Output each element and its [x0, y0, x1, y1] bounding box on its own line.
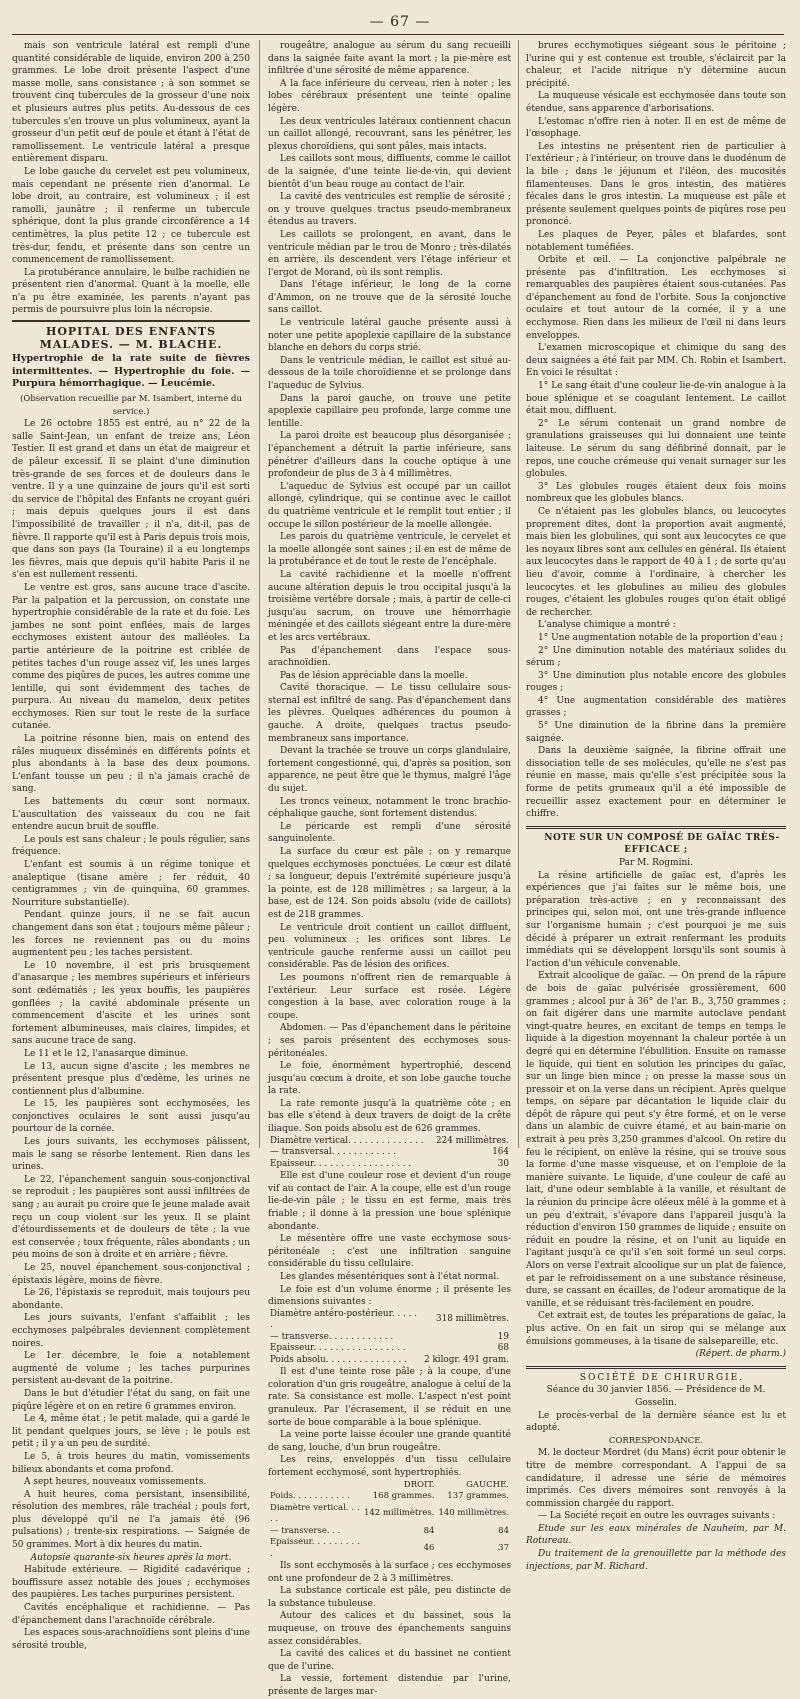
- table-cell: — transversal. . . . . . . . . . . .: [270, 1147, 397, 1158]
- paragraph: Dans le but d'étudier l'état du sang, on fait une piqûre légère et on en retire 6 grammes environ.: [12, 1388, 250, 1412]
- paragraph: La surface du cœur est pâle ; on y remarque quelques ecchymoses ponctuées. Le cœur est dilaté ; sa longueur, depuis l'extrémité supérieure jusqu'à la pointe, est de 128 millimètres ; sa largeur, à la base, est de 124. Son poids absolu (vide de caillots) est de 218 grammes.: [268, 847, 511, 920]
- header-rule: [12, 34, 784, 35]
- table-cell: — transverse. . .: [270, 1525, 341, 1536]
- liver-measurements-table: [268, 1309, 511, 1367]
- paragraph: Il est d'une teinte rose pâle ; à la coupe, d'une coloration d'un gris rougeâtre, analogue à celui de la rate. Sa consistance est molle. L'aspect n'est point granuleux. Par l'écrasement, il se réduit en une sorte de boue comparable à la boue splénique.: [268, 1367, 511, 1428]
- paragraph: Le pouls est sans chaleur ; le pouls régulier, sans fréquence.: [12, 834, 250, 858]
- paragraph: Dans le ventricule médian, le caillot est situé au-dessous de la toile choroïdienne et se prolonge dans l'aqueduc de Sylvius.: [268, 355, 511, 392]
- article-subtitle: Hypertrophie de la rate suite de fièvres intermittentes. — Hypertrophie du foie. — Purpura hémorrhagique. — Leucémie.: [12, 353, 250, 390]
- column-1: [12, 40, 251, 1651]
- table-cell: 140 millimètres.: [438, 1508, 509, 1519]
- paragraph: Les intestins ne présentent rien de particulier à l'extérieur ; à l'intérieur, on trouve dans le duodénum de la bile ; dans le jéjunum et l'iléon, des mucosités filamenteuses. Dans le gros intestin, des matières fécales dans le gros intestin. La muqueuse est pâle et présente seulement quelques points de piqûres rose peu prononcé.: [526, 141, 786, 228]
- paragraph: A sept heures, nouveaux vomissements.: [24, 1477, 207, 1488]
- table-cell: Diamètre antéro-postérieur. . . . . .: [270, 1308, 418, 1331]
- paragraph: Les jours suivants, l'enfant s'affaiblit ; les ecchymoses palpébrales deviennent complètement noires.: [12, 1313, 250, 1349]
- paragraph: La veine porte laisse écouler une grande quantité de sang, louche, d'un brun rougeâtre.: [268, 1430, 511, 1453]
- table-cell: Poids absolu. . . . . . . . . . . . . . .: [270, 1354, 407, 1365]
- note-title: NOTE SUR UN COMPOSÉ DE GAÏAC TRÈS-EFFICACE ;: [544, 832, 780, 856]
- section-divider: [526, 826, 786, 829]
- paragraph: Le procès-verbal de la dernière séance est lu et adopté.: [526, 1410, 786, 1434]
- paragraph: L'examen microscopique et chimique du sang des deux saignées a été fait par MM. Ch. Robin et Isambert. En voici le résultat :: [526, 343, 786, 379]
- paragraph: Abdomen. — Pas d'épanchement dans le péritoine ; ses parois présentent des ecchymoses sous-péritonéales.: [268, 1023, 511, 1059]
- list-item: 1° Une augmentation notable de la proportion d'eau ;: [538, 632, 784, 643]
- paragraph: Les troncs veineux, notamment le tronc brachio-céphalique gauche, sont fortement distendus.: [268, 796, 511, 820]
- autopsy-title: Autopsie quarante-six heures après la mort.: [30, 1552, 232, 1563]
- paragraph: La paroi droite est beaucoup plus désorganisée ; l'épanchement a détruit la partie inférieure, sans pénétrer d'ailleurs dans la couche optique à une profondeur de plus de 3 à 4 millimètres.: [268, 431, 511, 480]
- society-session: Séance du 30 janvier 1856. — Présidence de M. Gosselin.: [546, 1385, 766, 1408]
- paragraph: Le péricarde est rempli d'une sérosité sanguinolente.: [268, 821, 511, 845]
- paragraph: 1° Le sang était d'une couleur lie-de-vin analogue à la boue splénique et se coagulant lentement. Le caillot était mou, diffluent.: [526, 381, 786, 417]
- table-cell: 19: [497, 1331, 509, 1342]
- table-row: [268, 1136, 511, 1148]
- paragraph: Ils sont ecchymosés à la surface ; ces ecchymoses ont une profondeur de 2 à 3 millimètres.: [268, 1561, 511, 1584]
- table-cell: 318 millimètres.: [436, 1314, 509, 1325]
- paragraph: Les caillots sont mous, diffluents, comme le caillot de la saignée, d'une teinte lie-de-vin, qui devient bientôt d'un beau rouge au contact de l'air.: [268, 154, 511, 190]
- table-cell: Diamètre vertical. . . . .: [270, 1502, 360, 1525]
- paragraph: Du traitement de la grenouillette par la méthode des injections, par M. Richard.: [526, 1549, 786, 1572]
- source-citation: (Répert. de pharm.): [695, 1349, 786, 1360]
- paragraph: Les jours suivants, les ecchymoses pâlissent, mais le sang se résorbe lentement. Rien dans les urines.: [12, 1137, 250, 1173]
- table-row: [268, 1159, 511, 1171]
- table-header-cell: DROIT.: [403, 1479, 435, 1490]
- paragraph: Le 5, à trois heures du matin, vomissements bilieux abondants et coma profond.: [12, 1451, 250, 1475]
- table-row: [268, 1147, 511, 1159]
- paragraph: Le ventre est gros, sans aucune trace d'ascite. Par la palpation et la percussion, on constate une hypertrophie considérable de la rate et du foie. Les jambes ne sont point enflées, mais de larges ecchymoses existent autour des malléoles. La partie antérieure de la poitrine est criblée de petites taches d'un rouge assez vif, les unes larges comme des piqûres de puces, les autres comme une lentille, qui sont évidemment des taches de purpura. Au niveau du mamelon, deux petites ecchymoses. Rien sur tout le reste de la surface cutanée.: [12, 582, 251, 732]
- column-2: [268, 40, 511, 1697]
- paragraph: Le foie, énormément hypertrophié, descend jusqu'au cœcum à droite, et son lobe gauche touche la rate.: [268, 1061, 511, 1097]
- correspondence-title: CORRESPONDANCE.: [608, 1435, 704, 1446]
- paragraph: La protubérance annulaire, le bulbe rachidien ne présentent rien d'anormal. Quant à la moelle, elle n'a pu être examinée, les parents n'ayant pas permis de poursuivre plus loin la nécropsie.: [12, 267, 250, 316]
- paragraph: Dans la paroi gauche, on trouve une petite apoplexie capillaire peu profonde, large comme une lentille.: [268, 393, 511, 429]
- table-row: [268, 1332, 511, 1344]
- paragraph: La vessie, fortement distendue par l'urine, présente de larges mar-: [268, 1674, 511, 1697]
- paragraph: 3° Les globules rouges étaient deux fois moins nombreux que les globules blancs.: [526, 481, 786, 505]
- paragraph: Le lobe gauche du cervelet est peu volumineux, mais cependant ne présente rien d'anormal. Le lobe droit, au contraire, est volumineux ; il est ramolli, jaunâtre ; il renferme un tubercule sphérique, dont la plus grande circonférence a 14 centimètres, la plus petite 12 ; ce tubercule est très-dur, fendu, et présente dans son centre un commencement de ramollissement.: [12, 166, 250, 266]
- table-row: [268, 1537, 511, 1560]
- section-divider: [526, 1366, 786, 1369]
- paragraph: La cavité des ventricules est remplie de sérosité ; on y trouve quelques tractus pseudo-membraneux étendus au travers.: [268, 192, 511, 228]
- table-row: [268, 1491, 511, 1503]
- paragraph: Le foie est d'un volume énorme ; il présente les dimensions suivantes :: [268, 1284, 511, 1308]
- paragraph: Cavité thoracique. — Le tissu cellulaire sous-sternal est infiltré de sang. Pas d'épanchement dans les plèvres. Quelques adhérences du poumon à gauche. A droite, quelques tractus pseudo-membraneux sans importance.: [268, 683, 511, 744]
- paragraph: Les glandes mésentériques sont à l'état normal.: [280, 1271, 500, 1282]
- table-cell: 164: [492, 1147, 509, 1158]
- paragraph: Le 4, même état ; le petit malade, qui a gardé le lit pendant quelques jours, se lève ; le pouls est petit ; il y a un peu de surdité.: [12, 1414, 250, 1450]
- paragraph: Cavités encéphalique et rachidienne. — Pas d'épanchement dans l'arachnoïde cérébrale.: [12, 1603, 250, 1626]
- paragraph: Le 26, l'épistaxis se reproduit, mais toujours peu abondante.: [12, 1288, 250, 1311]
- paragraph: Les poumons n'offrent rien de remarquable à l'extérieur. Leur surface est rosée. Légère congestion à la base, avec coloration rouge à la coupe.: [268, 972, 511, 1021]
- paragraph: Les parois du quatrième ventricule, le cervelet et la moelle allongée sont saines ; il en est de même de la protubérance et de tout le reste de l'encéphale.: [268, 532, 511, 568]
- table-cell: Epaisseur. . . . . . . . . . . . . . . . . .: [270, 1158, 412, 1169]
- table-cell: 84: [423, 1525, 435, 1536]
- table-header-cell: [268, 1480, 362, 1492]
- column-3: [526, 40, 786, 1572]
- paragraph: Les caillots se prolongent, en avant, dans le ventricule médian par le trou de Monro ; très-dilatés en arrière, ils descendent vers l'étage inférieur et l'ergot de Morand, où ils sont remplis.: [268, 229, 511, 278]
- paragraph: Le 22, l'épanchement sanguin sous-conjonctival se reproduit ; les paupières sont aussi infiltrées de sang ; au aurait pu croire que le jeune malade avait reçu un coup violent sur les yeux. Il se plaint d'étourdissements et de douleurs de tête ; la vue est conservée ; toux fréquente, râles abondants ; un peu moins de son à droite et en arrière ; fièvre.: [12, 1174, 250, 1261]
- paragraph: La résine artificielle de gaïac est, d'après les expériences que j'ai faites sur le même bois, une préparation très-active ; en y reconnaissant des principes qui, selon moi, ont une très-grande influence sur l'organisme humain ; c'est pourquoi je me suis décidé à préparer un extrait renfermant les produits immédiats qui se développent lorsqu'ils sont soumis à l'action d'un véhicule convenable.: [526, 870, 786, 969]
- table-cell: 168 grammes.: [372, 1491, 435, 1502]
- list-item: 2° Une diminution notable des matériaux solides du sérum ;: [526, 645, 786, 669]
- column-separator: [518, 40, 519, 1148]
- paragraph: Pas d'épanchement dans l'espace sous-arachnoïdien.: [268, 645, 511, 669]
- kidney-measurements-table: [268, 1480, 511, 1561]
- table-cell: 224 millimètres.: [436, 1135, 509, 1146]
- section-heading: HOPITAL DES ENFANTS MALADES. — M. BLACHE.: [12, 320, 250, 351]
- paragraph: Le 11 et le 12, l'anasarque diminue.: [24, 1048, 189, 1059]
- paragraph: Le ventricule latéral gauche présente aussi à noter une petite apoplexie capillaire de la substance blanche en dehors du corps strié.: [268, 318, 511, 354]
- table-row: [268, 1355, 511, 1367]
- paragraph: La poitrine résonne bien, mais on entend des râles muqueux disséminés en différents points et plus abondants à la base des deux poumons. L'enfant tousse un peu ; il n'a jamais craché de sang.: [12, 734, 250, 795]
- table-cell: — transverse. . . . . . . . . . . .: [270, 1331, 394, 1342]
- paragraph: Le 1er décembre, le foie a notablement augmenté de volume ; les taches purpurines persistent au-devant de la poitrine.: [12, 1351, 250, 1387]
- paragraph: Le mésentère offre une vaste ecchymose sous-péritonéale ; c'est une infiltration sanguine considérable du tissu cellulaire.: [268, 1234, 511, 1270]
- paragraph: Orbite et œil. — La conjonctive palpébrale ne présente pas d'infiltration. Les ecchymoses si remarquables des paupières étaient sous-cutanées. Pas d'épanchement au fond de l'orbite. Sous la conjonctive oculaire et tout autour de la cornée, il y a une ecchymose. Rien dans les milieux de l'œil ni dans leurs enveloppes.: [526, 255, 786, 341]
- paragraph: Le 15, les paupières sont ecchymosées, les conjonctives oculaires le sont aussi jusqu'au pourtour de la cornée.: [12, 1099, 250, 1135]
- paragraph: La cavité rachidienne et la moelle n'offrent aucune altération depuis le trou occipital jusqu'à la troisième vertèbre dorsale ; mais, à partir de celle-ci jusqu'au sacrum, on trouve une hémorrhagie méningée et des caillots siégeant entre la dure-mère et les arcs vertébraux.: [268, 569, 511, 643]
- list-item: 3° Une diminution plus notable encore des globules rouges ;: [526, 670, 786, 694]
- list-item: 4° Une augmentation considérable des matières grasses ;: [526, 695, 786, 719]
- paragraph: Ce n'étaient pas les globules blancs, ou leucocytes proprement dites, dont la proportion avait augmenté, mais bien les globulines, qui sont aux leucocytes ce que les noyaux libres sont aux cellules en général. Ils étaient aux leucocytes dans le rapport de 40 à 1 ; de sorte qu'au lieu d'avoir, comme à l'ordinaire, à chercher les leucocytes et les globulines au milieu des globules rouges, c'étaient les globules rouges qu'on était obligé de rechercher.: [526, 506, 786, 618]
- paragraph: Le 13, aucun signe d'ascite ; les membres ne présentent presque plus d'œdème, les urines ne contiennent plus d'albumine.: [12, 1061, 250, 1097]
- table-cell: Diamètre vertical. . . . . . . . . . . . . .: [270, 1135, 424, 1146]
- list-item: 5° Une diminution de la fibrine dans la première saignée.: [526, 721, 786, 744]
- table-cell: 142 millimètres.: [363, 1508, 435, 1519]
- paragraph: Le 25, nouvel épanchement sous-conjonctival ; épistaxis légère, moins de fièvre.: [12, 1263, 250, 1286]
- table-cell: 37: [498, 1542, 509, 1553]
- paragraph: L'estomac n'offre rien à noter. Il en est de même de l'œsophage.: [526, 116, 786, 140]
- paragraph: Les deux ventricules latéraux contiennent chacun un caillot allongé, recouvrant, sans les pénétrer, les plexus choroïdiens, qui sont pâles, mais intacts.: [268, 116, 511, 152]
- paragraph: Les battements du cœur sont normaux. L'auscultation des vaisseaux du cou ne fait entendre aucun bruit de souffle.: [12, 797, 250, 833]
- observer-credit: (Observation recueillie par M. Isambert, interne du service.): [20, 394, 242, 417]
- spleen-measurements-table: [268, 1136, 511, 1171]
- paragraph: La substance corticale est pâle, peu distincte de la substance tubuleuse.: [268, 1586, 511, 1609]
- paragraph: Dans l'étage inférieur, le long de la corne d'Ammon, on ne trouve que de la sérosité louche sans caillot.: [268, 280, 511, 316]
- table-cell: 2 kilogr. 491 gram.: [424, 1354, 509, 1365]
- table-row: [268, 1309, 511, 1332]
- paragraph: Le 10 novembre, il est pris brusquement d'anasarque ; les membres supérieurs et inférieurs sont œdématiés ; les yeux bouffis, les paupières gonflées ; la cavité abdominale présente un commencement d'ascite et les urines sont fortement albumineuses, mais claires, limpides, et sans aucune trace de sang.: [12, 960, 250, 1047]
- paragraph: mais son ventricule latéral est rempli d'une quantité considérable de liquide, environ 200 à 250 grammes. Le lobe droit présente l'aspect d'une masse molle, sans consistance ; à son sommet se trouvent cinq tubercules de la grosseur d'une noix et plusieurs autres plus petits. Au-dessous de ces tubercules s'en trouve un plus volumineux, ayant la grosseur d'un petit œuf de poule et étant à l'état de ramollissement. Le ventricule latéral a presque entièrement disparu.: [12, 41, 250, 165]
- paragraph: Les reins, enveloppés d'un tissu cellulaire fortement ecchymosé, sont hypertrophiés.: [268, 1455, 511, 1478]
- paragraph: L'enfant est soumis à un régime tonique et analeptique (tisane amère ; fer réduit, 40 centigrammes ; vin de quinquina, 60 grammes. Nourriture substantielle).: [12, 860, 250, 908]
- paragraph: A la face inférieure du cerveau, rien à noter ; les lobes cérébraux présentent une teinte opaline légère.: [268, 78, 511, 114]
- paragraph: Pas de lésion appréciable dans la moelle.: [280, 670, 468, 681]
- paragraph: 2° Le sérum contenait un grand nombre de granulations graisseuses qui lui donnaient une teinte laiteuse. Le sérum du sang défibriné donnait, par le repos, une couche crémeuse qui venait surnager sur les globules.: [526, 418, 786, 480]
- paragraph: La cavité des calices et du bassinet ne contient que de l'urine.: [268, 1649, 511, 1672]
- paragraph: M. le docteur Mordret (du Mans) écrit pour obtenir le titre de membre correspondant. A l'appui de sa candidature, il adresse une série de mémoires imprimés. Ces divers mémoires sont renvoyés à la commission chargée du rapport.: [526, 1448, 786, 1509]
- table-row: [268, 1526, 511, 1538]
- paragraph: La muqueuse vésicale est ecchymosée dans toute son étendue, sans apparence d'arborisations.: [526, 91, 786, 114]
- table-row: [268, 1343, 511, 1355]
- table-cell: Poids. . . . . . . . . . .: [270, 1491, 350, 1502]
- society-title: SOCIÉTÉ DE CHIRURGIE.: [579, 1372, 745, 1383]
- paragraph: Les espaces sous-arachnoïdiens sont pleins d'une sérosité trouble,: [12, 1628, 250, 1651]
- paragraph: Les plaques de Peyer, pâles et blafardes, sont notablement tuméfiées.: [526, 229, 786, 253]
- paragraph: Le 26 octobre 1855 est entré, au n° 22 de la salle Saint-Jean, un enfant de treize ans, Léon Testier. Il est grand et dans un état de maigreur et de pâleur excessif. Il se plaint d'une diminution très-grande de ses forces et de douleurs dans le ventre. Il y a une quinzaine de jours qu'il est sorti du service de l'hôpital des Enfants ne croyant guéri ; mais depuis quelques jours il est dans l'impossibilité de travailler ; il n'a, dit-il, pas de fièvre. Il rapporte qu'il est à Paris depuis trois mois, que dans son pays (la Touraine) il a eu longtemps les fièvres, mais que depuis qu'il habite Paris il ne s'en est nullement ressenti.: [12, 419, 250, 581]
- paragraph: Autour des calices et du bassinet, sous la muqueuse, on trouve des épanchements sanguins assez considérables.: [268, 1611, 511, 1647]
- paragraph: L'analyse chimique a montré :: [538, 620, 676, 631]
- table-header-cell: GAUCHE.: [466, 1479, 509, 1490]
- table-cell: 68: [497, 1343, 509, 1354]
- paragraph: Cet extrait est, de toutes les préparations de gaïac, la plus active. On en fait un sirop qui se mélange aux émulsions gommeuses, à la tisane de salsepareille, etc.: [526, 1311, 786, 1347]
- paragraph: Dans la deuxième saignée, la fibrine offrait une dissociation telle de ses molécules, qu'elle ne s'est pas réunie en masse, mais qu'elle s'est précipitée sous la forme de petits grumeaux qu'il a été impossible de recueillir assez exactement pour en déterminer le chiffre.: [526, 746, 786, 820]
- paragraph: Devant la trachée se trouve un corps glandulaire, fortement congestionné, qui, d'après sa position, son apparence, ne peut être que le thymus, malgré l'âge du sujet.: [268, 746, 511, 795]
- paragraph: L'aqueduc de Sylvius est occupé par un caillot allongé, cylindrique, qui se continue avec le caillot du quatrième ventricule et le remplit tout entier ; il occupe le sillon postérieur de la moelle allongée.: [268, 481, 511, 530]
- table-cell: 137 grammes.: [447, 1491, 509, 1502]
- paragraph: — La Société reçoit en outre les ouvrages suivants :: [538, 1511, 776, 1522]
- table-row: [268, 1503, 511, 1526]
- table-header-row: [268, 1480, 511, 1492]
- paragraph: Etude sur les eaux minérales de Nauheim, par M. Rotureau.: [526, 1523, 786, 1547]
- page-number: — 67 —: [369, 14, 431, 30]
- paragraph: Le ventricule droit contient un caillot diffluent, peu volumineux ; les orifices sont libres. Le ventricule gauche renferme aussi un caillot peu considérable. Pas de lésion des orifices.: [268, 922, 511, 971]
- paragraph: Extrait alcoolique de gaïac. — On prend de la râpure de bois de gaïac pulvérisée grossièrement, 600 grammes ; alcool pur à 36° de l'ar. B., 3,750 grammes ; on fait digérer dans une marmite autoclave pendant vingt-quatre heures, en excitant de temps en temps le liquide à la digestion moyennant la chaleur portée à un degré qui en détermine l'ébullition. Ensuite on ramasse le liquide, qui tient en solution les principes du gaïac, sur un linge bien mince ; on presse la masse sous un pressoir et on la verse dans un récipient. Après quelque temps, on sépare par décantation le liquide clair du dépôt de râpure qui peut s'y être formé, et on le verse dans un alambic de cuivre étamé, et au bain-marie on extrait à peu près 3,250 grammes d'alcool. On retire du feu le récipient, on enlève la résine, qui se trouve sous la forme d'une masse visqueuse, et on l'emploie de la manière suivante. Le liquide, d'une couleur de café au lait, d'une odeur semblable à la vanille, et résultant de la réunion du principe âcre oléeux mêlé à la gomme et à un peu d'extrait, s'évapore dans l'appareil jusqu'à la réduction d'environ 150 grammes de liquide ; ensuite on réduit en poudre la résine, et on l'unit au liquide en l'agitant jusqu'à ce qu'il s'en soit formé un seul corps. Alors on verse l'extrait alcoolique sur un plat de faïence, et par le refroidissement on a une substance résineuse, dure, se cassant en écailles, de l'odeur aromatique de la vanille, et se réduisant très-facilement en poudre.: [526, 971, 786, 1309]
- paragraph: La rate remonte jusqu'à la quatrième côte ; en bas elle s'étend à deux travers de doigt de la crête iliaque. Son poids absolu est de 626 grammes.: [268, 1098, 511, 1135]
- table-cell: Epaisseur. . . . . . . . . . . . . . . . .: [270, 1343, 406, 1354]
- paragraph: brures ecchymotiques siégeant sous le péritoine ; l'urine qui y est contenue est trouble, s'éclaircit par la chaleur, et l'acide nitrique n'y détermine aucun précipité.: [526, 41, 786, 89]
- paragraph: Pendant quinze jours, il ne se fait aucun changement dans son état ; toujours même pâleur ; les forces ne reviennent pas ou du moins augmentent peu ; les taches persistent.: [12, 910, 250, 959]
- paragraph: A huit heures, coma persistant, insensibilité, résolution des membres, râle trachéal ; pouls fort, plus développé qu'il ne l'a jamais été (96 pulsations) ; trente-six respirations. — Saignée de 50 grammes. Mort à dix heures du matin.: [12, 1489, 250, 1551]
- column-separator: [259, 40, 260, 1148]
- table-cell: 84: [498, 1525, 509, 1536]
- paragraph: Elle est d'une couleur rose et devient d'un rouge vif au contact de l'air. A la coupe, elle est d'un rouge lie-de-vin pâle ; le tissu en est ferme, mais très friable ; il donne à la pression une boue splénique abondante.: [268, 1171, 511, 1232]
- paragraph: rougeâtre, analogue au sérum du sang recueilli dans la saignée faite avant la mort ; la pie-mère est infiltrée d'une sérosité de même apparence.: [268, 41, 511, 77]
- table-cell: 30: [497, 1158, 509, 1169]
- note-author: Par M. Rogmini.: [618, 858, 694, 868]
- table-cell: Epaisseur. . . . . . . . . .: [270, 1537, 360, 1559]
- paragraph: Habitude extérieure. — Rigidité cadavérique ; bouffissure assez notable des joues ; ecchymoses des paupières. Les taches purpurines persistent.: [12, 1565, 250, 1601]
- table-cell: 46: [423, 1542, 435, 1553]
